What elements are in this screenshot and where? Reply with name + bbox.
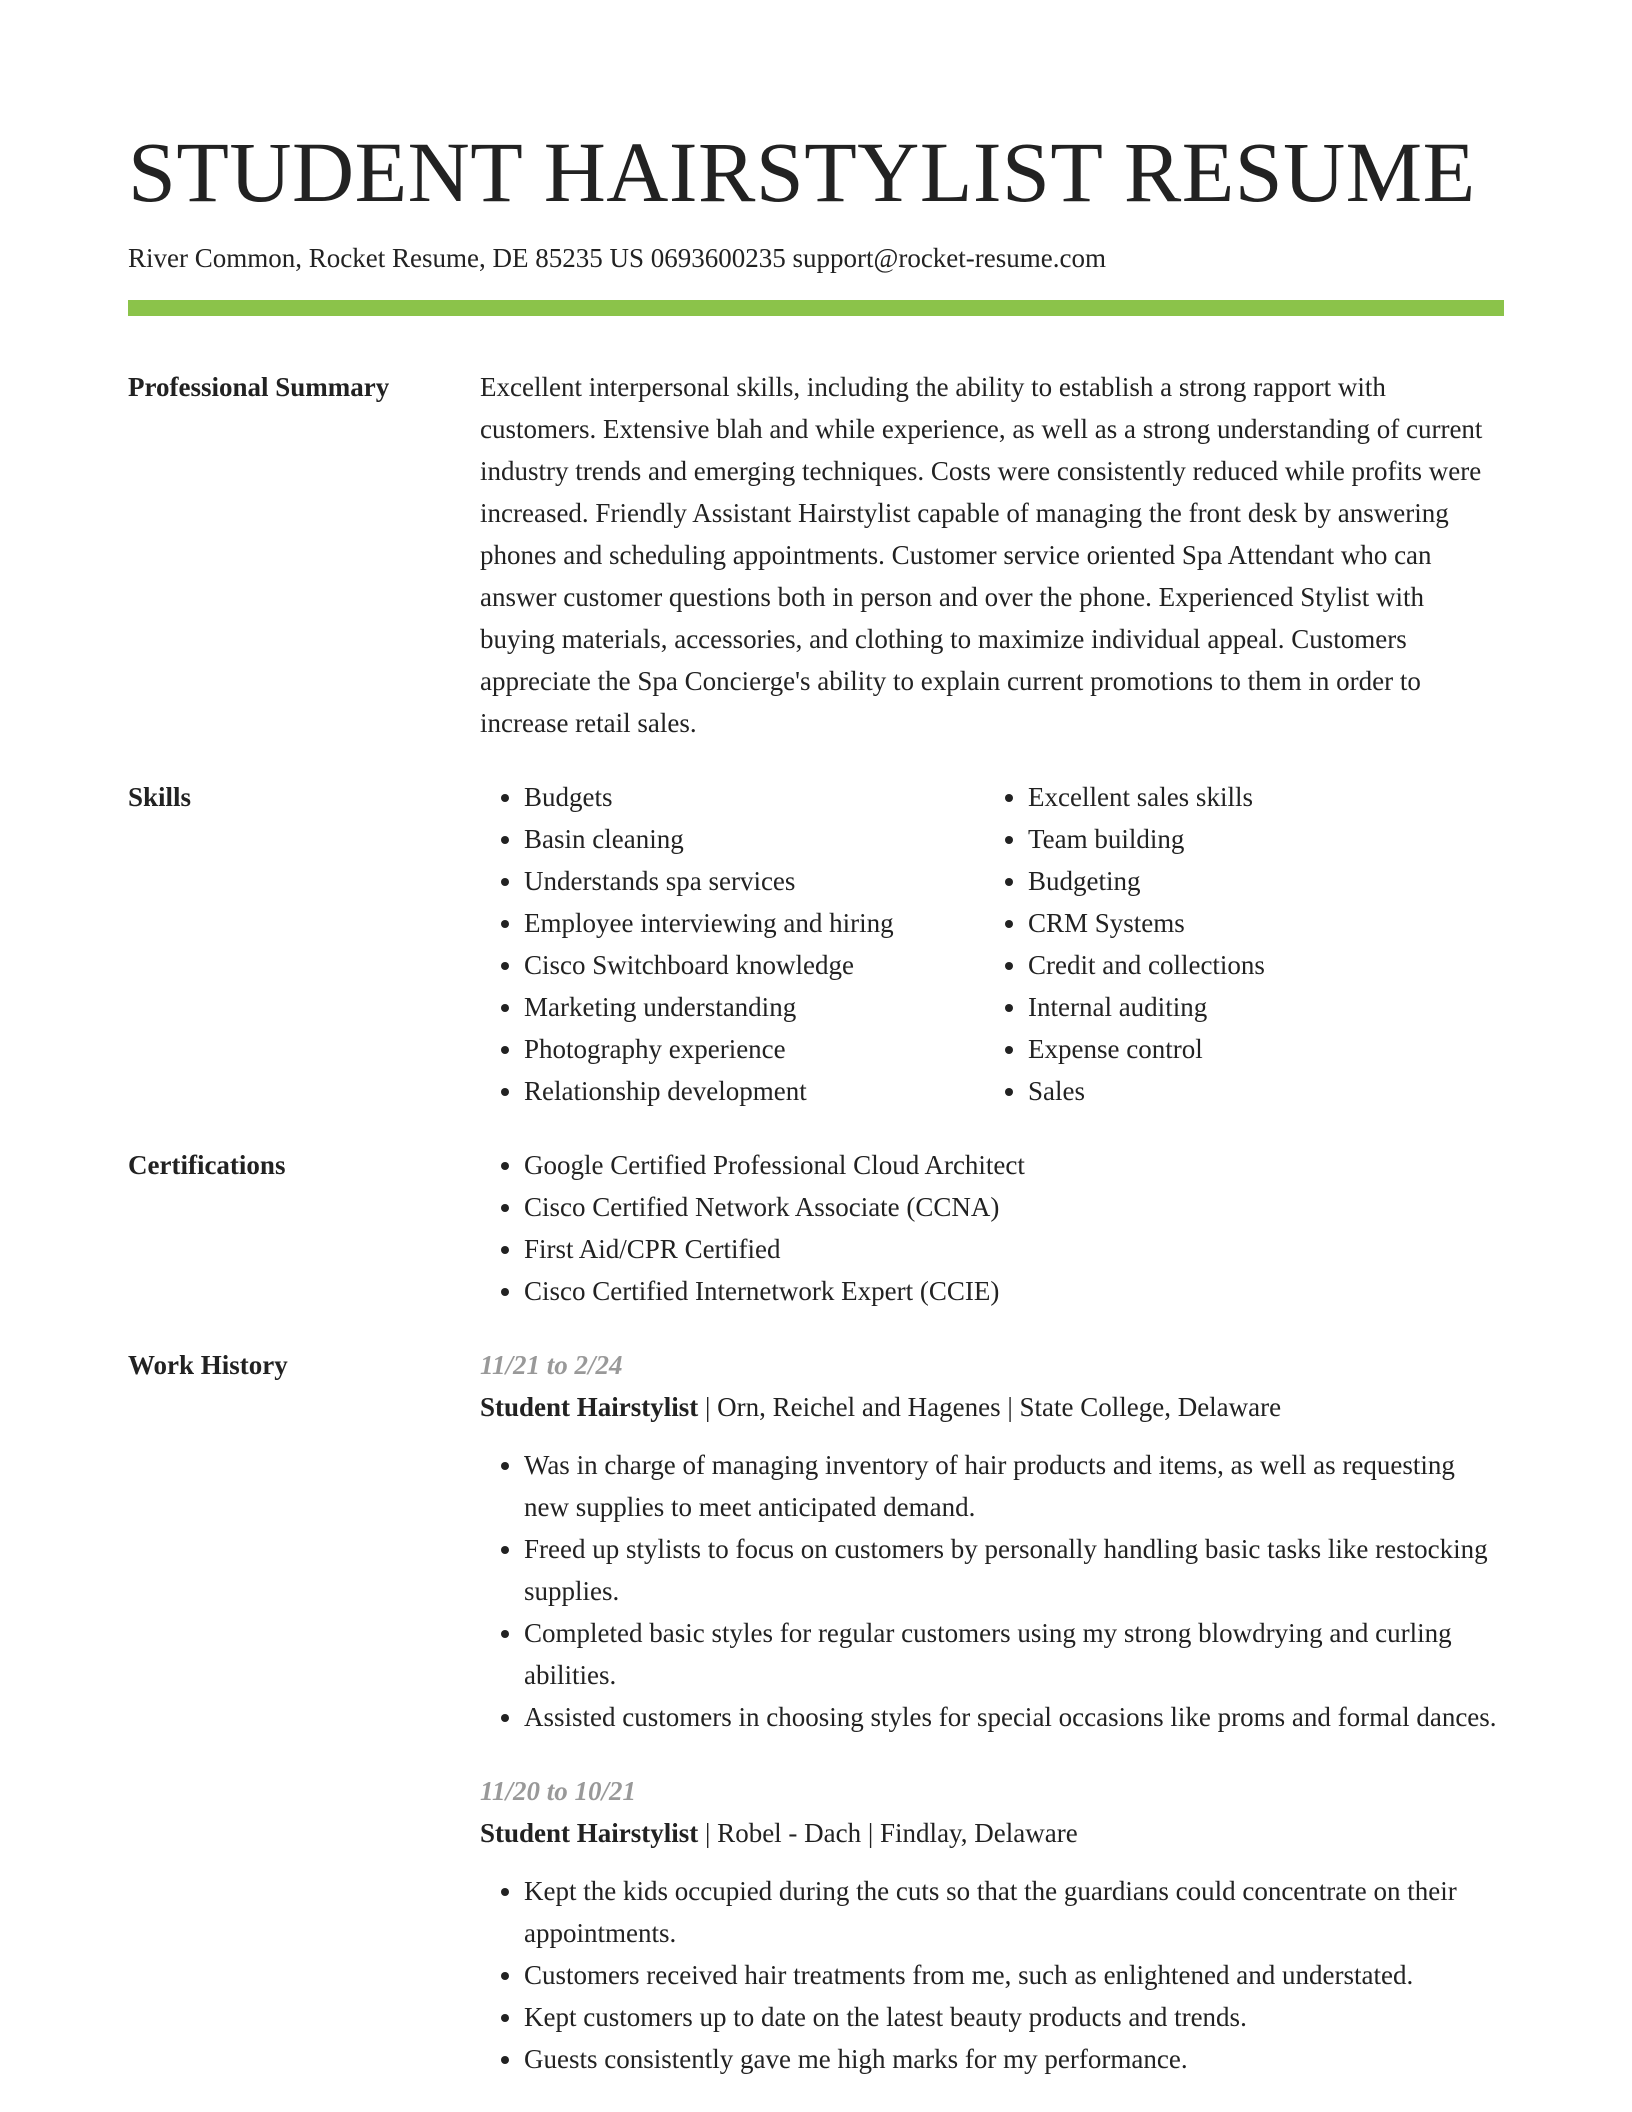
skill-item: • CRM Systems [1028, 902, 1488, 944]
job-duty-item: • Guests consistently gave me high marks for my performance. [524, 2038, 1504, 2080]
skills-label: Skills [128, 782, 192, 812]
skill-item: • Basin cleaning [524, 818, 984, 860]
certification-item: • First Aid/CPR Certified [524, 1228, 1504, 1270]
work-history-body [480, 1344, 1504, 2080]
skill-item: • Employee interviewing and hiring [524, 902, 984, 944]
summary-section [128, 366, 1504, 744]
job-title: Student Hairstylist [480, 1818, 699, 1848]
skill-item: • Budgeting [1028, 860, 1488, 902]
skill-item: • Credit and collections [1028, 944, 1488, 986]
skill-item: • Internal auditing [1028, 986, 1488, 1028]
resume-page [128, 0, 1504, 2080]
job-duty-item: • Assisted customers in choosing styles for special occasions like proms and formal dances. [524, 1696, 1504, 1738]
work-history-label: Work History [128, 1350, 288, 1380]
skill-item: • Photography experience [524, 1028, 984, 1070]
job-duty-item: • Customers received hair treatments from me, such as enlightened and understated. [524, 1954, 1504, 1996]
skill-item: • Expense control [1028, 1028, 1488, 1070]
skills-columns [480, 776, 1504, 1112]
certification-item: • Google Certified Professional Cloud Architect [524, 1144, 1504, 1186]
skills-column-left [480, 776, 984, 1112]
job-heading [480, 1386, 1504, 1428]
summary-label: Professional Summary [128, 372, 390, 402]
skill-item: • Understands spa services [524, 860, 984, 902]
header-divider [128, 300, 1504, 316]
job-entry [480, 1770, 1504, 2080]
resume-title: STUDENT HAIRSTYLIST RESUME [128, 124, 1476, 220]
summary-body [480, 366, 1504, 744]
work-history-section [128, 1344, 1504, 2080]
job-duties-list [480, 1870, 1504, 2080]
skills-list-left [480, 776, 984, 1112]
skill-item: • Budgets [524, 776, 984, 818]
skill-item: • Cisco Switchboard knowledge [524, 944, 984, 986]
job-entry [480, 1344, 1504, 1738]
job-heading [480, 1812, 1504, 1854]
job-title: Student Hairstylist [480, 1392, 699, 1422]
certification-item: • Cisco Certified Network Associate (CCNA) [524, 1186, 1504, 1228]
skills-body [480, 776, 1504, 1112]
certifications-body [480, 1144, 1504, 1312]
job-dates: 11/21 to 2/24 [480, 1350, 623, 1380]
certification-item: • Cisco Certified Internetwork Expert (CCIE) [524, 1270, 1504, 1312]
job-duties-list [480, 1444, 1504, 1738]
skill-item: • Team building [1028, 818, 1488, 860]
certifications-list [480, 1144, 1504, 1312]
job-employer-location: | Robel - Dach | Findlay, Delaware [698, 1818, 1078, 1848]
certifications-label: Certifications [128, 1150, 286, 1180]
skill-item: • Excellent sales skills [1028, 776, 1488, 818]
skills-list-right [984, 776, 1488, 1112]
skills-section [128, 776, 1504, 1112]
skills-column-right [984, 776, 1488, 1112]
skill-item: • Relationship development [524, 1070, 984, 1112]
contact-line: River Common, Rocket Resume, DE 85235 US 0693600235 support@rocket-resume.com [128, 243, 1106, 273]
job-duty-item: • Freed up stylists to focus on customers by personally handling basic tasks like restocking supplies. [524, 1528, 1504, 1612]
skill-item: • Marketing understanding [524, 986, 984, 1028]
job-duty-item: • Kept customers up to date on the latest beauty products and trends. [524, 1996, 1504, 2038]
summary-text: Excellent interpersonal skills, including the ability to establish a strong rapport with customers. Extensive blah and while experience, as well as a strong understanding of current industry trends and emerging techniques. Costs were consistently reduced while profits were increased. Friendly Assistant Hairstylist capable of managing the front desk by answering phones and scheduling appointments. Customer service oriented Spa Attendant who can answer customer questions both in person and over the phone. Experienced Stylist with buying materials, accessories, and clothing to maximize individual appeal. Customers appreciate the Spa Concierge's ability to explain current promotions to them in order to increase retail sales. [480, 372, 1483, 738]
job-duty-item: • Kept the kids occupied during the cuts so that the guardians could concentrate on their appointments. [524, 1870, 1504, 1954]
job-duty-item: • Completed basic styles for regular customers using my strong blowdrying and curling abilities. [524, 1612, 1504, 1696]
certifications-section [128, 1144, 1504, 1312]
job-dates: 11/20 to 10/21 [480, 1776, 637, 1806]
skill-item: • Sales [1028, 1070, 1488, 1112]
job-duty-item: • Was in charge of managing inventory of hair products and items, as well as requesting new supplies to meet anticipated demand. [524, 1444, 1504, 1528]
job-employer-location: | Orn, Reichel and Hagenes | State College, Delaware [698, 1392, 1282, 1422]
